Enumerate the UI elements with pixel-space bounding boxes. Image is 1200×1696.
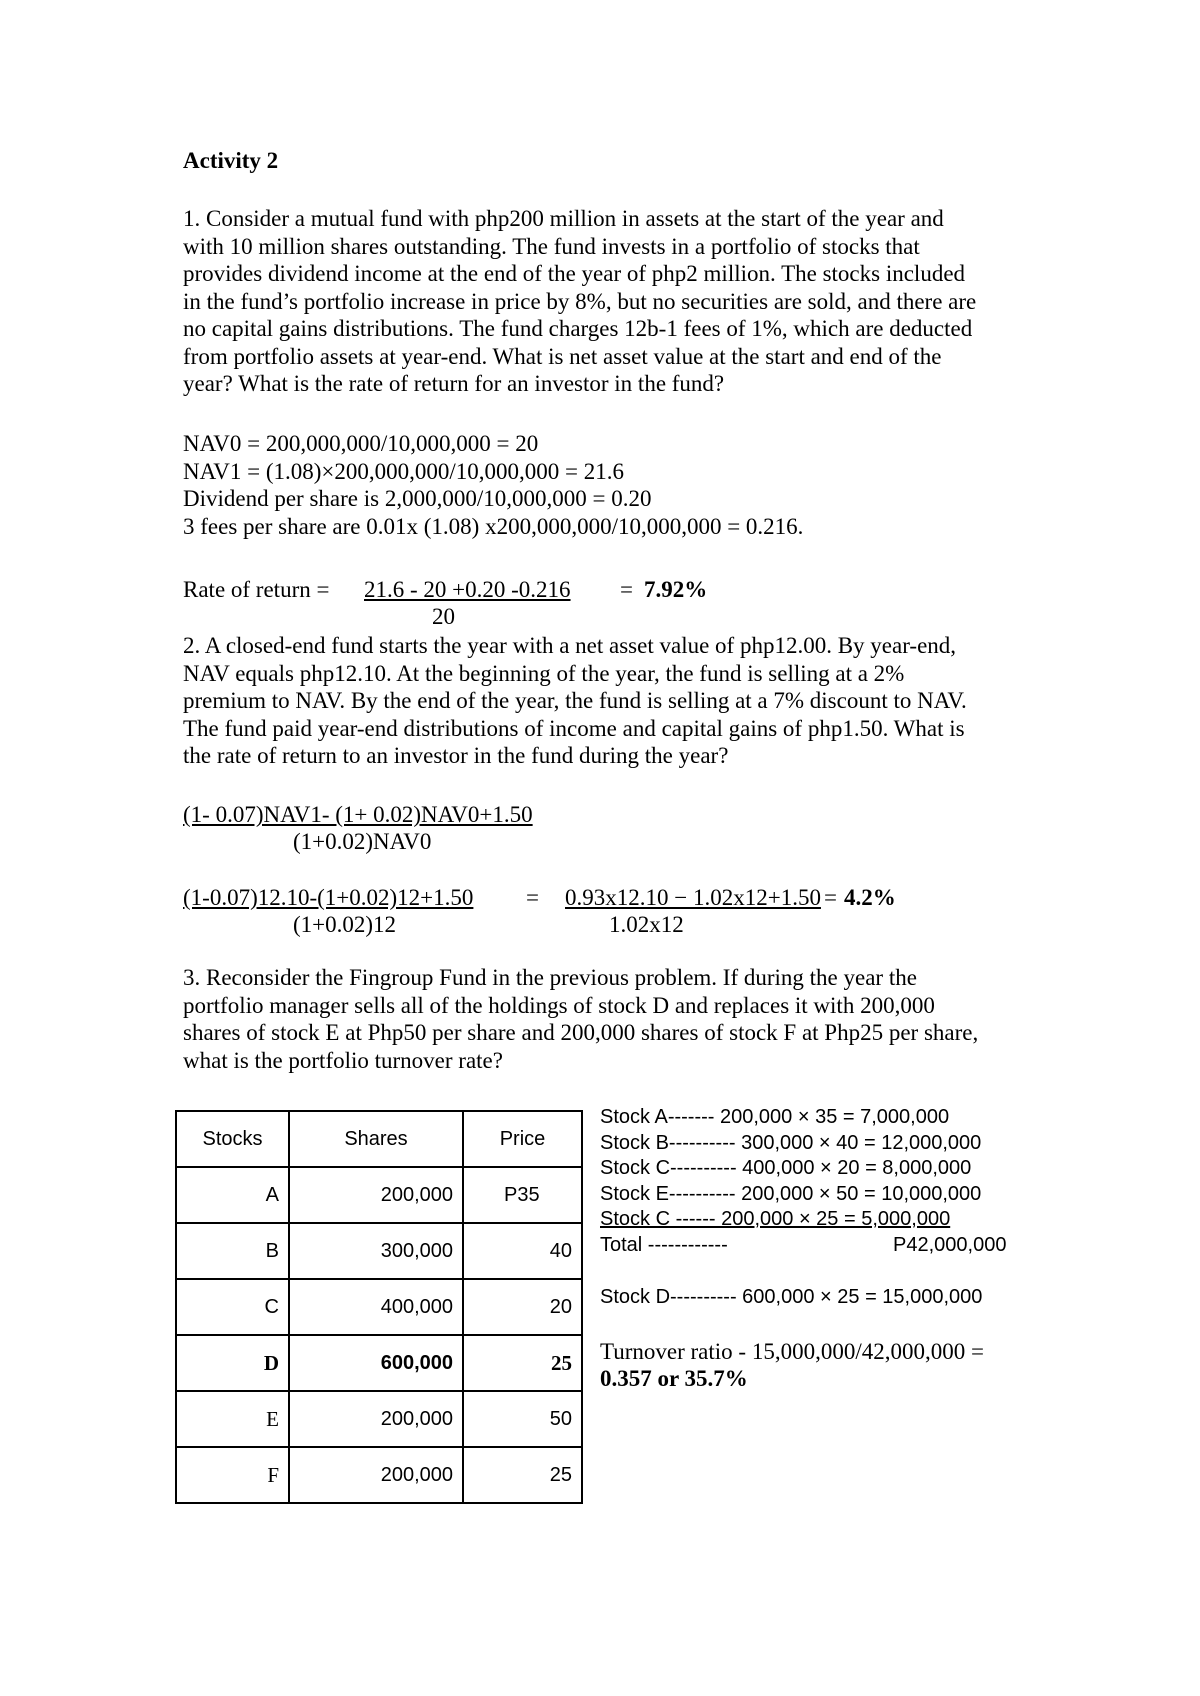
shares-cell: 200,000 [289, 1391, 463, 1447]
page-title: Activity 2 [183, 148, 279, 173]
rate-of-return-numerator: 21.6 - 20 +0.20 -0.216 [364, 577, 571, 602]
shares-cell: 600,000 [289, 1335, 463, 1391]
q1-solution-line: 3 fees per share are 0.01x (1.08) x200,000,000/10,000,000 = 0.216. [183, 513, 804, 539]
table-row [176, 1391, 582, 1447]
price-cell: 25 [463, 1335, 582, 1391]
q3-line: shares of stock E at Php50 per share and 200,000 shares of stock F at Php25 per share, [183, 1020, 979, 1045]
stock-cell: F [176, 1447, 289, 1503]
total-label: Total ------------ [600, 1234, 728, 1256]
stock-cell: B [176, 1223, 289, 1279]
calc-line: Stock A------- 200,000 × 35 = 7,000,000 [600, 1106, 950, 1128]
table-row [176, 1335, 582, 1391]
rate-of-return-denominator: 20 [432, 604, 455, 629]
rate-of-return-equals: = [620, 577, 633, 602]
q1-line: from portfolio assets at year-end. What is net asset value at the start and end of the [183, 343, 942, 369]
q1-line: 1. Consider a mutual fund with php200 million in assets at the start of the year and [183, 206, 944, 231]
rate-of-return-label: Rate of return = [183, 577, 330, 602]
rate-of-return-result: 7.92% [644, 577, 708, 602]
table-header-row [176, 1111, 582, 1167]
turnover-result: 0.357 or 35.7% [600, 1366, 748, 1391]
q2-line: premium to NAV. By the end of the year, the fund is selling at a 7% discount to NAV. [183, 688, 967, 713]
table-row [176, 1223, 582, 1279]
table-row [176, 1167, 582, 1223]
q1-line: with 10 million shares outstanding. The fund invests in a portfolio of stocks that [183, 233, 920, 259]
calc-denominator: (1+0.02)12 [293, 912, 397, 937]
header-price: Price [463, 1111, 582, 1167]
stocks-table [175, 1110, 583, 1504]
q1-solution-line: NAV0 = 200,000,000/10,000,000 = 20 [183, 431, 539, 456]
stock-cell: D [176, 1335, 289, 1391]
price-cell: 25 [463, 1447, 582, 1503]
table-row [176, 1447, 582, 1503]
q3-line: portfolio manager sells all of the holdings of stock D and replaces it with 200,000 [183, 992, 935, 1018]
total-value: P42,000,000 [893, 1234, 1007, 1256]
calc-line: Stock B---------- 300,000 × 40 = 12,000,000 [600, 1131, 982, 1154]
calc-line: Stock E---------- 200,000 × 50 = 10,000,000 [600, 1182, 982, 1205]
q1-solution-line: NAV1 = (1.08)×200,000,000/10,000,000 = 21.6 [183, 458, 624, 484]
shares-cell: 200,000 [289, 1447, 463, 1503]
calc2-numerator: 0.93x12.10 − 1.02x12+1.50 [565, 885, 821, 910]
question-3-text [183, 964, 1053, 1074]
q1-line: year? What is the rate of return for an investor in the fund? [183, 371, 725, 396]
stock-cell: A [176, 1167, 289, 1223]
q1-line: no capital gains distributions. The fund charges 12b-1 fees of 1%, which are deducted [183, 316, 973, 341]
calc2-denominator: 1.02x12 [609, 912, 684, 937]
question-1-solution [183, 430, 1053, 540]
header-shares: Shares [289, 1111, 463, 1167]
price-cell: 20 [463, 1279, 582, 1335]
calc-equals: = [526, 885, 539, 910]
question-2-text [183, 632, 1053, 770]
q2-line: the rate of return to an investor in the fund during the year? [183, 743, 729, 768]
q2-line: NAV equals php12.10. At the beginning of the year, the fund is selling at a 2% [183, 660, 905, 686]
calc2-equals: = [824, 885, 837, 910]
nav-formula-numerator: (1- 0.07)NAV1- (1+ 0.02)NAV0+1.50 [183, 802, 533, 827]
q3-line: 3. Reconsider the Fingroup Fund in the previous problem. If during the year the [183, 965, 917, 990]
q2-line: 2. A closed-end fund starts the year with a net asset value of php12.00. By year-end, [183, 633, 957, 658]
calc-numerator: (1-0.07)12.10-(1+0.02)12+1.50 [183, 885, 474, 910]
shares-cell: 200,000 [289, 1167, 463, 1223]
stock-cell: C [176, 1279, 289, 1335]
q1-line: provides dividend income at the end of the year of php2 million. The stocks included [183, 261, 966, 286]
stock-d-line: Stock D---------- 600,000 × 25 = 15,000,000 [600, 1286, 983, 1308]
shares-cell: 300,000 [289, 1223, 463, 1279]
price-cell: 50 [463, 1391, 582, 1447]
table-row [176, 1279, 582, 1335]
header-stocks: Stocks [176, 1111, 289, 1167]
calc-line: Stock C ------ 200,000 × 25 = 5,000,000 [600, 1208, 951, 1230]
price-cell: 40 [463, 1223, 582, 1279]
q1-solution-line: Dividend per share is 2,000,000/10,000,000 = 0.20 [183, 486, 652, 511]
q2-line: The fund paid year-end distributions of income and capital gains of php1.50. What is [183, 715, 965, 741]
price-cell: P35 [463, 1167, 582, 1223]
question-1-text [183, 205, 1053, 398]
turnover-calculation [600, 1105, 981, 1233]
stock-cell: E [176, 1391, 289, 1447]
shares-cell: 400,000 [289, 1279, 463, 1335]
q1-line: in the fund’s portfolio increase in price by 8%, but no securities are sold, and there are [183, 288, 977, 314]
q2-result: 4.2% [844, 885, 896, 910]
nav-formula-denominator: (1+0.02)NAV0 [293, 829, 432, 854]
q3-line: what is the portfolio turnover rate? [183, 1047, 503, 1073]
calc-line: Stock C---------- 400,000 × 20 = 8,000,000 [600, 1157, 972, 1179]
turnover-ratio-line: Turnover ratio - 15,000,000/42,000,000 = [600, 1339, 984, 1364]
